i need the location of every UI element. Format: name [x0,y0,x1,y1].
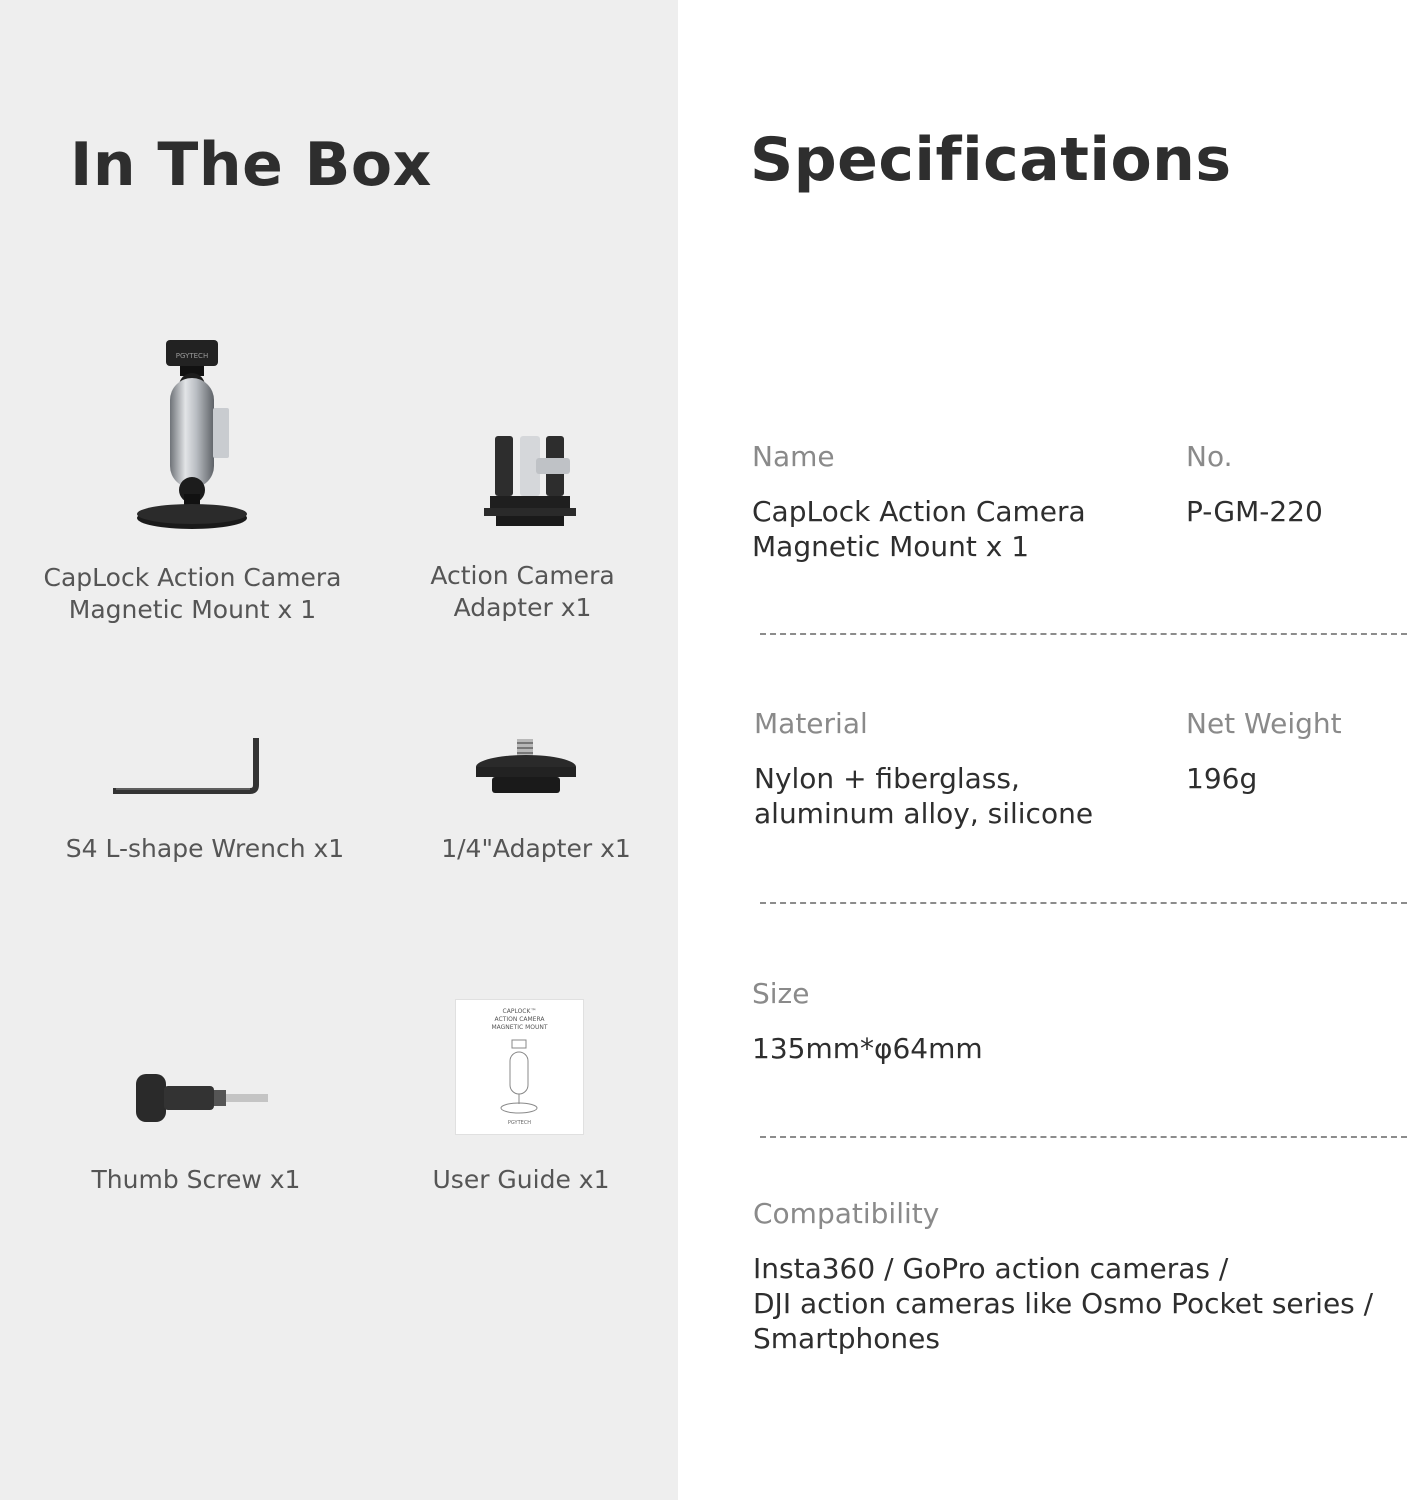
action-camera-adapter-image [480,430,580,530]
in-the-box-title: In The Box [70,130,432,200]
user-guide-image [456,1000,583,1134]
specifications-title: Specifications [750,125,1232,195]
divider [760,1136,1407,1138]
thumb-screw-image [130,1068,275,1128]
spec-value-size: 135mm*φ64mm [752,1032,983,1065]
spec-value-name: CapLock Action Camera Magnetic Mount x 1 [752,495,1086,563]
guide-cover-title: CAPLOCK™ ACTION CAMERA MAGNETIC MOUNT [491,1008,548,1031]
spec-value-material: Nylon + fiberglass, aluminum alloy, silicone [754,762,1094,830]
divider [760,633,1407,635]
spec-label-name: Name [752,440,835,473]
item-caption-thumb-screw: Thumb Screw x1 [91,1165,301,1194]
spec-label-material: Material [754,707,868,740]
item-caption-l-wrench: S4 L-shape Wrench x1 [65,834,345,863]
item-caption-quarter-inch-adapter: 1/4"Adapter x1 [441,834,631,863]
spec-label-number: No. [1186,440,1233,473]
spec-label-size: Size [752,977,810,1010]
spec-value-net-weight: 196g [1186,762,1258,795]
mount-brand-text: PGYTECH [175,352,209,360]
guide-cover-brand: PGYTECH [507,1120,532,1126]
quarter-inch-adapter-image [470,735,585,800]
item-caption-magnetic-mount: CapLock Action Camera Magnetic Mount x 1 [43,563,342,624]
l-wrench-image [110,733,265,803]
spec-value-compatibility: Insta360 / GoPro action cameras / DJI action cameras like Osmo Pocket series / Smartphones [753,1252,1374,1355]
spec-label-net-weight: Net Weight [1186,707,1342,740]
item-caption-user-guide: User Guide x1 [432,1165,610,1194]
spec-label-compatibility: Compatibility [753,1197,940,1230]
spec-value-number: P-GM-220 [1186,495,1323,528]
divider [760,902,1407,904]
item-caption-action-camera-adapter: Action Camera Adapter x1 [430,561,615,622]
magnetic-mount-image [120,330,260,535]
guide-cover-illustration [496,1038,542,1118]
